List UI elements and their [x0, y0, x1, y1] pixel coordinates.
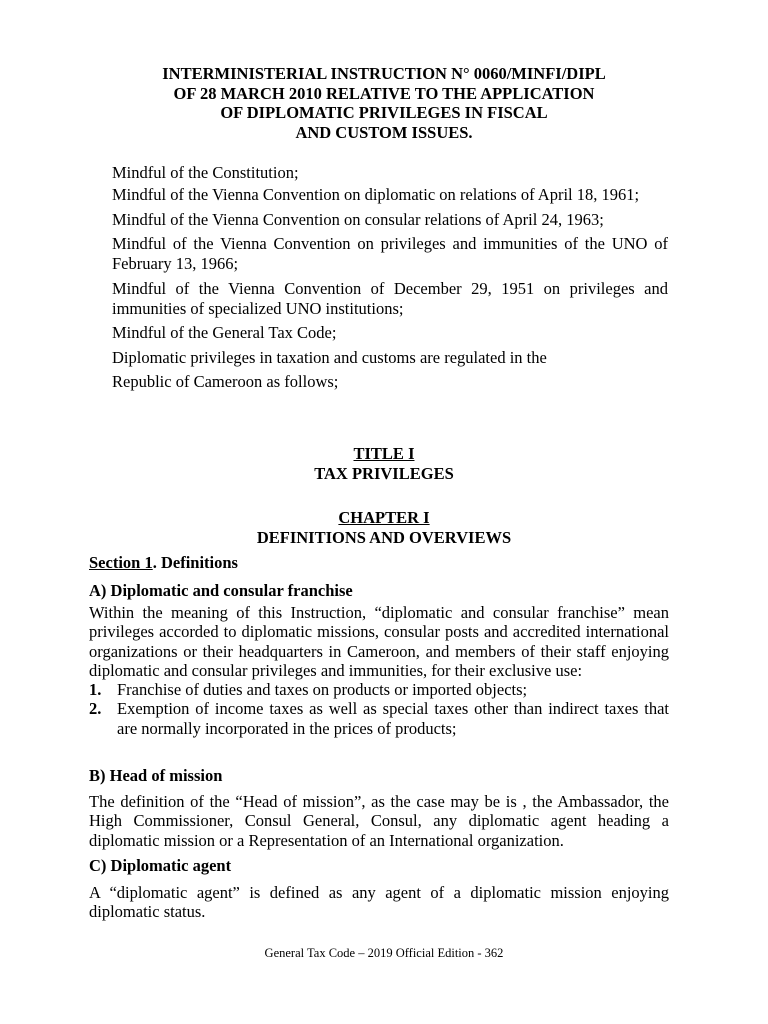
section-label: Section 1	[89, 553, 153, 572]
list-item-text: Exemption of income taxes as well as special taxes other than indirect taxes that are normally incorporated in the prices of products;	[117, 699, 669, 738]
list-item-number: 2.	[89, 699, 102, 719]
subsection-a-body	[89, 603, 669, 738]
title-name: TAX PRIVILEGES	[314, 463, 454, 483]
section-title: . Definitions	[152, 553, 238, 572]
list-item-number: 1.	[89, 680, 102, 700]
subsection-a-title: A) Diplomatic and consular franchise	[89, 581, 353, 600]
preamble-item: Mindful of the Vienna Convention on privileges and immunities of the UNO of February 13, 1966;	[112, 234, 668, 273]
list-item-text: Franchise of duties and taxes on products or imported objects;	[117, 680, 528, 700]
title-label: TITLE I	[353, 444, 415, 463]
preamble-item: Mindful of the General Tax Code;	[112, 323, 337, 342]
chapter-heading	[0, 508, 768, 547]
list-item	[89, 699, 669, 738]
title-line-2: OF 28 MARCH 2010 RELATIVE TO THE APPLICATION	[173, 83, 595, 103]
preamble-item: Republic of Cameroon as follows;	[112, 372, 339, 391]
franchise-list	[89, 680, 669, 738]
preamble-item: Mindful of the Vienna Convention on consular relations of April 24, 1963;	[112, 209, 604, 229]
preamble-item: Mindful of the Vienna Convention on diplomatic on relations of April 18, 1961;	[112, 185, 640, 204]
title-line-3: OF DIPLOMATIC PRIVILEGES IN FISCAL	[220, 103, 548, 122]
document-title	[0, 64, 768, 142]
preamble	[112, 163, 668, 397]
subsection-c-body	[89, 883, 669, 922]
preamble-item: Mindful of the Vienna Convention of December 29, 1951 on privileges and immunities of specialized UNO institutions;	[112, 278, 668, 318]
subsection-b-body	[89, 792, 669, 850]
subsection-b-paragraph: The definition of the “Head of mission”, as the case may be is , the Ambassador, the High Commissioner, Consul General, Consul, any diplomatic agent heading a diplomatic mission or a Representation of an International organization.	[89, 792, 669, 850]
page-footer: General Tax Code – 2019 Official Edition - 362	[264, 946, 504, 960]
title-heading	[0, 444, 768, 483]
subsection-c-heading	[89, 856, 669, 875]
title-line-1: INTERMINISTERIAL INSTRUCTION N° 0060/MINFI/DIPL	[162, 64, 606, 83]
subsection-c-paragraph: A “diplomatic agent” is defined as any agent of a diplomatic mission enjoying diplomatic status.	[89, 883, 669, 922]
subsection-b-title: B) Head of mission	[89, 766, 223, 785]
subsection-c-title: C) Diplomatic agent	[89, 856, 232, 875]
chapter-name: DEFINITIONS AND OVERVIEWS	[256, 527, 512, 547]
preamble-item: Diplomatic privileges in taxation and customs are regulated in the	[112, 347, 547, 367]
preamble-item: Mindful of the Constitution;	[112, 163, 299, 182]
title-line-4: AND CUSTOM ISSUES.	[295, 122, 473, 142]
subsection-a-paragraph: Within the meaning of this Instruction, “diplomatic and consular franchise” mean privileges accorded to diplomatic missions, consular posts and accredited international organizations or their headquarters in Cameroon, and members of their staff enjoying diplomatic and consular privileges and immunities, for their exclusive use:	[89, 603, 669, 680]
subsection-b-heading	[89, 766, 669, 785]
subsection-a-heading	[89, 581, 669, 600]
section-1-heading	[89, 553, 669, 572]
chapter-label: CHAPTER I	[338, 508, 430, 527]
list-item	[89, 680, 669, 699]
